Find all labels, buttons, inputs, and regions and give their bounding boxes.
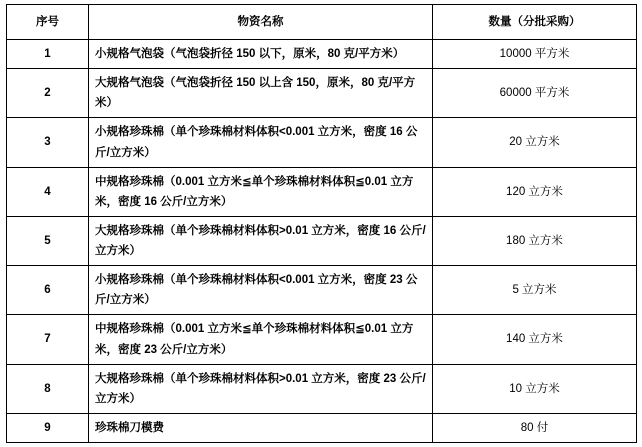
row-name: 大规格珍珠棉（单个珍珠棉材料体积>0.01 立方米，密度 16 公斤/立方米） xyxy=(89,216,433,265)
table-row xyxy=(7,364,637,413)
row-quantity: 80 付 xyxy=(433,413,637,442)
row-quantity: 60000 平方米 xyxy=(433,69,637,118)
row-number: 5 xyxy=(7,216,89,265)
table-row xyxy=(7,413,637,442)
row-quantity: 120 立方米 xyxy=(433,167,637,216)
table-row xyxy=(7,315,637,364)
row-name: 小规格珍珠棉（单个珍珠棉材料体积<0.001 立方米，密度 16 公斤/立方米） xyxy=(89,118,433,167)
row-quantity: 5 立方米 xyxy=(433,266,637,315)
row-name: 珍珠棉刀模费 xyxy=(89,413,433,442)
row-number: 1 xyxy=(7,40,89,69)
row-quantity: 20 立方米 xyxy=(433,118,637,167)
table-body xyxy=(7,40,637,443)
column-header-name: 物资名称 xyxy=(89,5,433,40)
row-number: 4 xyxy=(7,167,89,216)
table-row xyxy=(7,167,637,216)
row-name: 中规格珍珠棉（0.001 立方米≦单个珍珠棉材料体积≦0.01 立方米，密度 23 公斤/立方米） xyxy=(89,315,433,364)
table-row xyxy=(7,216,637,265)
table-header-row xyxy=(7,5,637,40)
row-number: 6 xyxy=(7,266,89,315)
row-quantity: 10000 平方米 xyxy=(433,40,637,69)
row-number: 8 xyxy=(7,364,89,413)
row-number: 2 xyxy=(7,69,89,118)
row-name: 大规格气泡袋（气泡袋折径 150 以上含 150，原米，80 克/平方米） xyxy=(89,69,433,118)
table-header xyxy=(7,5,637,40)
table-row xyxy=(7,266,637,315)
row-name: 小规格珍珠棉（单个珍珠棉材料体积<0.001 立方米，密度 23 公斤/立方米） xyxy=(89,266,433,315)
table-row xyxy=(7,69,637,118)
table-row xyxy=(7,118,637,167)
row-number: 7 xyxy=(7,315,89,364)
column-header-no: 序号 xyxy=(7,5,89,40)
row-quantity: 140 立方米 xyxy=(433,315,637,364)
table-row xyxy=(7,40,637,69)
column-header-qty: 数量（分批采购） xyxy=(433,5,637,40)
row-quantity: 10 立方米 xyxy=(433,364,637,413)
row-name: 大规格珍珠棉（单个珍珠棉材料体积>0.01 立方米，密度 23 公斤/立方米） xyxy=(89,364,433,413)
row-number: 3 xyxy=(7,118,89,167)
row-name: 小规格气泡袋（气泡袋折径 150 以下，原米，80 克/平方米） xyxy=(89,40,433,69)
goods-table xyxy=(6,4,637,443)
row-number: 9 xyxy=(7,413,89,442)
row-quantity: 180 立方米 xyxy=(433,216,637,265)
row-name: 中规格珍珠棉（0.001 立方米≦单个珍珠棉材料体积≦0.01 立方米，密度 16 公斤/立方米） xyxy=(89,167,433,216)
